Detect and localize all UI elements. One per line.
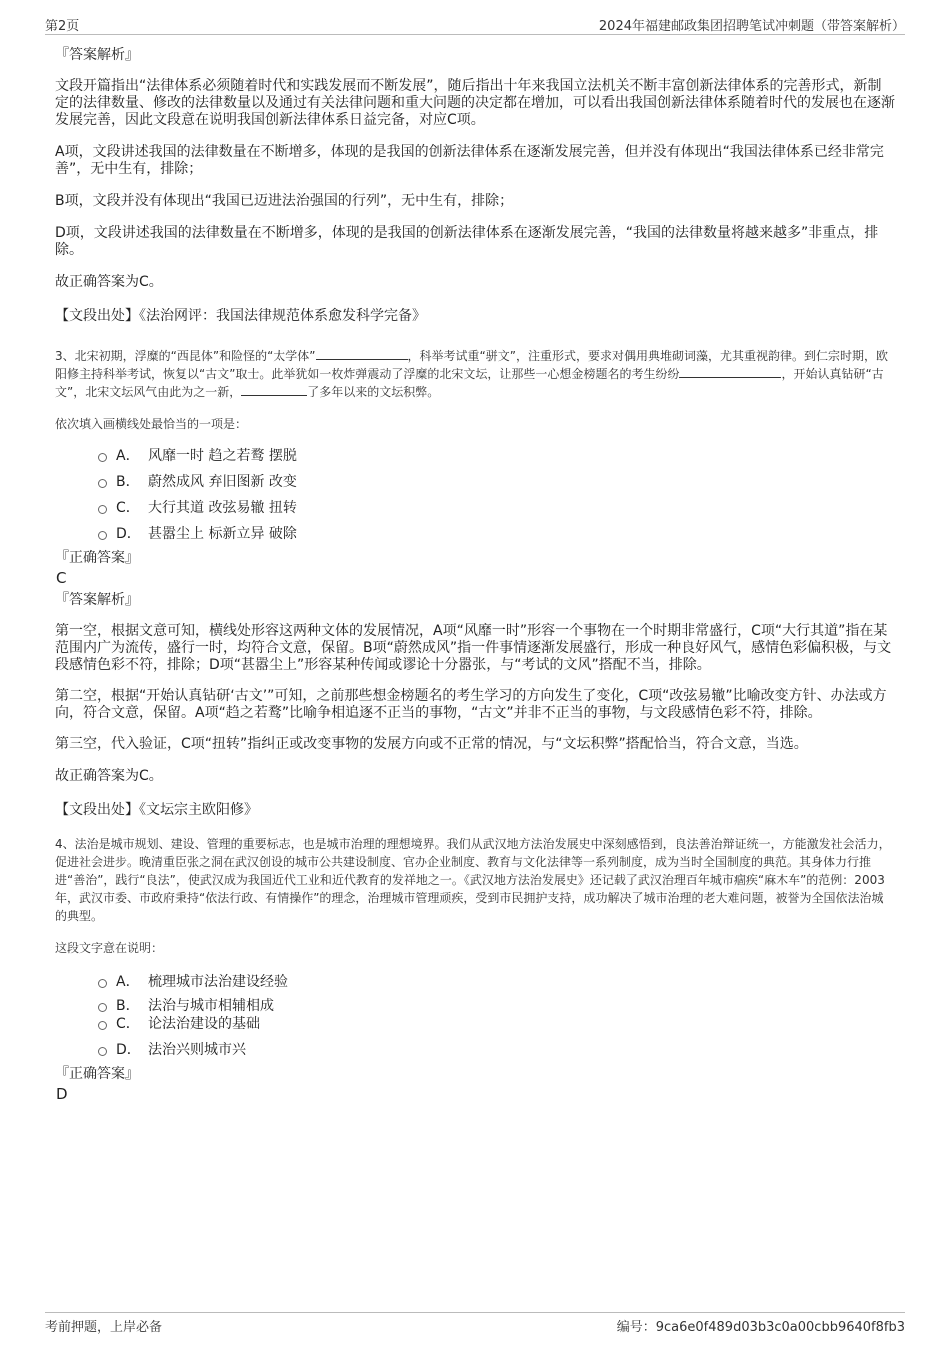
- page-number: 第2页: [45, 19, 80, 34]
- footer-slogan: 考前押题，上岸必备: [45, 1320, 163, 1335]
- footer-code: 编号：9ca6e0f489d03b3c0a00cbb9640f8fb3: [616, 1320, 905, 1335]
- q2-analysis-p3: B项，文段并没有体现出“我国已迈进法治强国的行列”，无中生有，排除；: [55, 193, 514, 209]
- radio-icon[interactable]: [98, 505, 107, 514]
- q3-analysis-p3: 第三空，代入验证，C项“扭转”指纠正或改变事物的发展方向或不正常的情况，与“文坛积弊”搭配恰当，符合文意，当选。: [55, 736, 808, 752]
- q3-answer-summary: 故正确答案为C。: [55, 768, 163, 784]
- q2-answer-summary: 故正确答案为C。: [55, 274, 163, 290]
- page-header: [45, 12, 905, 35]
- q2-source: 【文段出处】《法治网评：我国法律规范体系愈发科学完备》: [55, 308, 426, 324]
- q3-stem-part-d: 了多年以来的文坛积弊。: [307, 385, 440, 399]
- radio-icon[interactable]: [98, 1047, 107, 1056]
- radio-icon[interactable]: [98, 479, 107, 488]
- q3-answer-label: 『正确答案』: [55, 550, 139, 566]
- q3-stem-part-a: 3、北宋初期，浮糜的“西昆体”和险怪的“太学体”: [55, 349, 316, 363]
- q4-option-a[interactable]: A． 梳理城市法治建设经验: [98, 973, 895, 991]
- radio-icon[interactable]: [98, 979, 107, 988]
- q2-analysis-p1: 文段开篇指出“法律体系必须随着时代和实践发展而不断发展”，随后指出十年来我国立法机关不断丰富创新法律体系的完善形式，新制定的法律数量、修改的法律数量以及通过有关法律问题和重大问题的决定都在增加，可以看出我国创新法律体系随着时代的发展也在逐渐发展完善，因此文段意在说明我国创新法律体系日益完备，对应C项。: [55, 78, 895, 128]
- q3-stem-part-c: ，开始认真钻研“古文”，北宋文坛风气由此为之一新，: [55, 367, 884, 399]
- page-footer: [45, 1312, 905, 1337]
- q3-blank-1: [316, 347, 408, 360]
- q4-prompt: 这段文字意在说明：: [55, 941, 164, 955]
- document-title: 2024年福建邮政集团招聘笔试冲刺题（带答案解析）: [598, 19, 905, 34]
- q3-answer: C: [56, 569, 67, 587]
- q3-stem: [55, 347, 895, 401]
- q3-prompt: 依次填入画横线处最恰当的一项是：: [55, 417, 248, 431]
- q4-answer: D: [56, 1085, 68, 1103]
- radio-icon[interactable]: [98, 1021, 107, 1030]
- q2-analysis-label: 『答案解析』: [55, 47, 139, 63]
- radio-icon[interactable]: [98, 531, 107, 540]
- q3-blank-3: [241, 383, 307, 396]
- q2-analysis-p4: D项，文段讲述我国的法律数量在不断增多，体现的是我国的创新法律体系在逐渐发展完善，“我国的法律数量将越来越多”非重点，排除。: [55, 225, 879, 258]
- q3-analysis-p1: 第一空，根据文意可知，横线处形容这两种文体的发展情况，A项“风靡一时”形容一个事物在一个时期非常盛行，C项“大行其道”指在某范围内广为流传，盛行一时，均符合文意，保留。B项“蔚然成风”指一件事情逐渐发展盛行，形成一种良好风气，感情色彩偏积极，与文段感情色彩不符，排除；D项“甚嚣尘上”形容某种传闻或谬论十分嚣张，与“考试的文风”搭配不当，排除。: [55, 623, 892, 673]
- q4-option-b[interactable]: B． 法治与城市相辅相成: [98, 997, 895, 1015]
- q3-option-a[interactable]: A． 风靡一时 趋之若鹜 摆脱: [98, 447, 895, 465]
- q3-options: [98, 447, 895, 543]
- page-content: [55, 46, 895, 1103]
- q4-stem: 4、法治是城市规划、建设、管理的重要标志，也是城市治理的理想境界。我们从武汉地方法治发展史中深刻感悟到，良法善治辩证统一，方能激发社会活力，促进社会进步。晚清重臣张之洞在武汉创设的城市公共建设制度、官办企业制度、教育与文化法律等一系列制度，成为当时全国制度的典范。其身体力行推进“善治”，践行“良法”，使武汉成为我国近代工业和近代教育的发祥地之一。《武汉地方法治发展史》还记载了武汉治理百年城市痼疾“麻木车”的范例：2003年，武汉市委、市政府秉持“依法行政、有情操作”的理念，治理城市管理顽疾，受到市民拥护支持，成功解决了城市治理的老大难问题，被誉为全国依法治城的典型。: [55, 837, 891, 923]
- q3-blank-2: [679, 365, 781, 378]
- q3-option-b[interactable]: B． 蔚然成风 弃旧图新 改变: [98, 473, 895, 491]
- q4-option-c[interactable]: C． 论法治建设的基础: [98, 1015, 895, 1033]
- q4-option-d[interactable]: D． 法治兴则城市兴: [98, 1041, 895, 1059]
- q3-source: 【文段出处】《文坛宗主欧阳修》: [55, 802, 258, 818]
- radio-icon[interactable]: [98, 453, 107, 462]
- q3-option-c[interactable]: C． 大行其道 改弦易辙 扭转: [98, 499, 895, 517]
- q4-answer-label: 『正确答案』: [55, 1066, 139, 1082]
- q4-options: [98, 973, 895, 1059]
- q2-analysis-p2: A项，文段讲述我国的法律数量在不断增多，体现的是我国的创新法律体系在逐渐发展完善，但并没有体现出“我国法律体系已经非常完善”，无中生有，排除；: [55, 144, 884, 177]
- radio-icon[interactable]: [98, 1003, 107, 1012]
- q3-option-d[interactable]: D． 甚嚣尘上 标新立异 破除: [98, 525, 895, 543]
- q3-analysis-label: 『答案解析』: [55, 592, 139, 608]
- q3-stem-part-b: ，科举考试重“骈文”，注重形式，要求对偶用典堆砌词藻，尤其重视韵律。到仁宗时期，欧阳修主持科举考试，恢复以“古文”取士。此举犹如一枚炸弹震动了浮糜的北宋文坛，让那些一心想金榜题名的考生纷纷: [55, 349, 888, 381]
- q3-analysis-p2: 第二空，根据“开始认真钻研‘古文’”可知，之前那些想金榜题名的考生学习的方向发生了变化，C项“改弦易辙”比喻改变方针、办法或方向，符合文意，保留。A项“趋之若鹜”比喻争相追逐不正当的事物，“古文”并非不正当的事物，与文段感情色彩不符，排除。: [55, 688, 887, 721]
